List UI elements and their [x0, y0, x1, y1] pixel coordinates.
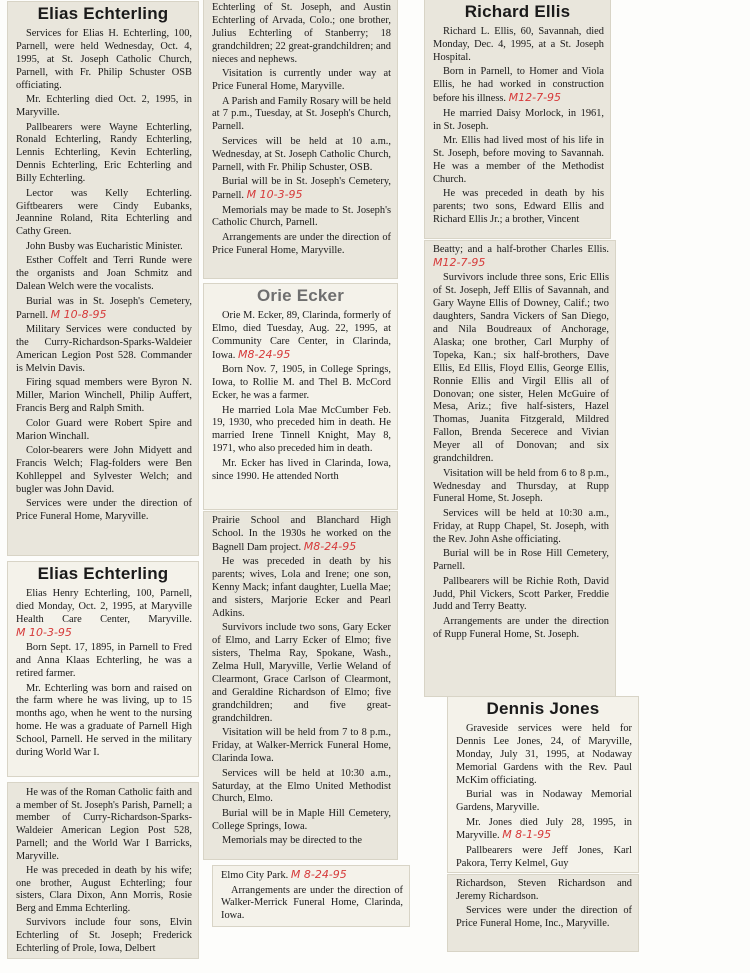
paragraph-text: Memorials may be made to St. Joseph's Catholic Church, Parnell. — [212, 204, 391, 229]
paragraph-text: Military Services were conducted by the Curry-Richardson-Sparks-Waldeier American Legion Post 528. Commander is Melvin Davis. — [16, 324, 192, 374]
obituary-paragraph — [16, 683, 192, 760]
paragraph-text: Color-bearers were John Midyett and Francis Welch; Flag-folders were Ben Kohlleppel and Sylvester Welch; and bugler was John David. — [16, 445, 192, 495]
obituary-paragraph — [212, 727, 391, 766]
clipping-body — [204, 308, 397, 484]
paragraph-text: Pallbearers were Jeff Jones, Karl Pakora, Terry Kelmel, Guy — [456, 844, 632, 869]
clipping-body — [448, 875, 638, 931]
paragraph-text: Born Nov. 7, 1905, in College Springs, Iowa, to Rollie M. and Thel B. McCord Ecker, he was a farmer. — [212, 364, 391, 402]
obituary-paragraph — [212, 622, 391, 725]
obituary-paragraph — [16, 588, 192, 641]
obituary-paragraph — [16, 255, 192, 294]
paragraph-text: Survivors include two sons, Gary Ecker of Elmo, and Larry Ecker of Elmo; five sisters, Thelma Ray, Spokane, Wash., Zelma Hull, Maryville, Verlie Weland of Clearmont, Grace Carlson of Clearmont, and Geraldine Richardson of Elmo; five grandchildren; and five great-grandchildren. — [212, 622, 391, 724]
clipping-title: Dennis Jones — [486, 699, 600, 718]
paragraph-text: Services for Elias H. Echterling, 100, Parnell, were held Wednesday, Oct. 4, 1995, at St. Joseph Catholic Church, Parnell, with Fr. Philip Schuster OSB officiating. — [16, 28, 192, 91]
clipping-body — [204, 0, 397, 258]
paragraph-text: Esther Coffelt and Terri Runde were the organists and Joan Schmitz and Dalean Welch were the vocalists. — [16, 255, 192, 293]
obituary-paragraph — [16, 787, 192, 863]
clipping-elias-echterling-continued-2 — [204, 0, 397, 278]
obituary-paragraph — [433, 26, 604, 65]
obituary-paragraph — [212, 136, 391, 175]
paragraph-text: Richardson, Steven Richardson and Jeremy Richardson. — [456, 878, 632, 902]
paragraph-text: He was of the Roman Catholic faith and a member of St. Joseph's Parish, Parnell; a member of Curry-Richardson-Sparks-Waldeier American Legion Post 528, Parnell; and the World War I Barricks, Maryville. — [16, 787, 192, 862]
obituary-paragraph — [16, 324, 192, 376]
paragraph-text: Mr. Ecker has lived in Clarinda, Iowa, since 1990. He attended North — [212, 457, 391, 482]
clipping-body — [448, 721, 638, 871]
obituary-paragraph — [16, 418, 192, 444]
obituary-paragraph — [16, 188, 192, 240]
clipping-dennis-jones-continued — [448, 875, 638, 951]
obituary-paragraph — [16, 241, 192, 254]
obituary-paragraph — [212, 310, 391, 363]
clipping-dennis-jones-obituary — [448, 697, 638, 872]
obituary-paragraph — [16, 917, 192, 955]
paragraph-text: Arrangements are under the direction of Price Funeral Home, Maryville. — [212, 231, 391, 256]
paragraph-text: He was preceded in death by his parents; wives, Lola and Irene; one son, Kenny Mack; infant daughter, Luella Mae; and sisters, Marjorie Ecker and Pearl Adkins. — [212, 556, 391, 619]
obituary-paragraph — [433, 244, 609, 271]
clipping-body — [213, 866, 409, 923]
clipping-elias-echterling-obituary — [8, 562, 198, 776]
obituary-paragraph — [456, 789, 632, 815]
obituary-paragraph — [212, 232, 391, 258]
obituary-paragraph — [212, 68, 391, 94]
clipping-body — [8, 783, 198, 956]
clipping-body — [8, 586, 198, 760]
obituary-paragraph — [16, 865, 192, 916]
clipping-body — [204, 512, 397, 848]
paragraph-text: Mr. Jones died July 28, 1995, in Maryville. — [456, 816, 632, 842]
clipping-body — [425, 241, 615, 642]
paragraph-text: Pallbearers were Wayne Echterling, Ronald Echterling, Randy Echterling, Lennis Echterling, Kevin Echterling, Dennis Echterling, Eric Echterling and Billy Echterling. — [16, 121, 192, 185]
paragraph-text: Arrangements are under the direction of Rupp Funeral Home, St. Joseph. — [433, 615, 609, 640]
obituary-paragraph — [212, 205, 391, 231]
clipping-title: Elias Echterling — [37, 4, 169, 23]
obituary-paragraph — [456, 878, 632, 904]
clipping-orie-ecker-obituary — [204, 284, 397, 509]
obituary-paragraph — [212, 96, 391, 135]
handwritten-date-note: M8-24-95 — [303, 539, 357, 553]
handwritten-date-note: M12-7-95 — [433, 255, 486, 269]
obituary-paragraph — [456, 845, 632, 871]
obituary-paragraph — [212, 515, 391, 555]
obituary-paragraph — [433, 548, 609, 574]
handwritten-date-note: M 8-24-95 — [290, 868, 347, 881]
obituary-paragraph — [433, 508, 609, 547]
paragraph-text: Burial was in St. Joseph's Cemetery, Parnell. — [16, 295, 192, 321]
obituary-paragraph — [212, 556, 391, 621]
paragraph-text: Services were under the direction of Price Funeral Home, Inc., Maryville. — [456, 905, 632, 930]
paragraph-text: Burial was in Nodaway Memorial Gardens, Maryville. — [456, 789, 632, 814]
obituary-paragraph — [16, 642, 192, 681]
obituary-paragraph — [456, 905, 632, 931]
obituary-paragraph — [433, 576, 609, 615]
paragraph-text: Burial will be in Rose Hill Cemetery, Parnell. — [433, 548, 609, 573]
clipping-richard-ellis-obituary — [425, 0, 610, 238]
obituary-paragraph — [16, 377, 192, 416]
obituary-paragraph — [433, 272, 609, 466]
clipping-body — [425, 24, 610, 227]
paragraph-text: Mr. Echterling was born and raised on the farm where he was living, up to 15 months ago, when he went to the nursing home. He was a graduate of Parnell High School, Parnell. He served in the military during World War I. — [16, 682, 192, 759]
handwritten-date-note: M8-24-95 — [237, 347, 291, 361]
obituary-paragraph — [212, 364, 391, 403]
paragraph-text: Survivors include four sons, Elvin Echterling of St. Joseph; Frederick Echterling of Prole, Iowa, Delbert — [16, 917, 192, 954]
obituary-paragraph — [221, 885, 403, 924]
paragraph-text: Elias Henry Echterling, 100, Parnell, died Monday, Oct. 2, 1995, at Maryville Health Care Center, Maryville. — [16, 588, 192, 625]
paragraph-text: Lector was Kelly Echterling. Giftbearers were Cindy Eubanks, Jeannine Roland, Rita Echterling and Cathy Green. — [16, 187, 192, 238]
clipping-title: Elias Echterling — [37, 564, 169, 583]
clipping-title: Orie Ecker — [256, 286, 345, 305]
paragraph-text: Services were under the direction of Price Funeral Home, Maryville. — [16, 498, 192, 523]
clipping-orie-ecker-continued — [204, 512, 397, 859]
paragraph-text: Richard L. Ellis, 60, Savannah, died Monday, Dec. 4, 1995, at a St. Joseph Hospital. — [433, 26, 604, 63]
paragraph-text: Arrangements are under the direction of Walker-Merrick Funeral Home, Clarinda, Iowa. — [221, 884, 403, 922]
paragraph-text: Prairie School and Blanchard High School. In the 1930s he worked on the Bagnell Dam project. — [212, 515, 391, 553]
handwritten-date-note: M 8-1-95 — [502, 828, 552, 842]
obituary-paragraph — [16, 28, 192, 93]
paragraph-text: Graveside services were held for Dennis Lee Jones, 24, of Maryville, Monday, July 31, 1995, at Nodaway Memorial Gardens with the Rev. Paul McKim officiating. — [456, 723, 632, 786]
clipping-richard-ellis-continued — [425, 241, 615, 696]
obituary-paragraph — [433, 468, 609, 507]
paragraph-text: Services will be held at 10:30 a.m., Friday, at Rupp Chapel, St. Joseph, with the Rev. John Ashe officiating. — [433, 507, 609, 545]
paragraph-text: Pallbearers will be Richie Roth, David Judd, Phil Vickers, Scott Parker, Freddie Judd and Terry Beatty. — [433, 575, 609, 613]
obituary-paragraph — [16, 445, 192, 497]
paragraph-text: Visitation will be held from 7 to 8 p.m., Friday, at Walker-Merrick Funeral Home, Clarinda Iowa. — [212, 727, 391, 765]
obituary-paragraph — [16, 296, 192, 323]
paragraph-text: Services will be held at 10:30 a.m., Saturday, at the Elmo United Methodist Church, Elmo. — [212, 767, 391, 805]
paragraph-text: Survivors include three sons, Eric Ellis of St. Joseph, Jeff Ellis of Savannah, and Gary Wayne Ellis of Downey, Calif.; two daughters, Sandra Vickers of San Diego, and Nila Boudreaux of Anchorage, Alaska; one brother, Carl Murphy of Topeka, Kan.; six half-brothers, Dave Ellis, Ed Ellis, Floyd Ellis, George Ellis, Ronnie Ellis and Virgil Ellis all of Donovan; one sister, Helen McGuire of Mesa, Ariz.; five half-sisters, Hazel Thomas, Juanita Fitzgerald, Mildred Fallon, Brenda Secerece and Vivian Meyer all of Donovan; and six grandchildren. — [433, 272, 609, 465]
paragraph-text: Memorials may be directed to the — [222, 835, 362, 847]
paragraph-text: Echterling of St. Joseph, and Austin Echterling of Arvada, Colo.; one brother, Julius Echterling of Stanberry; 18 grandchildren; 22 great-grandchildren; and nieces and nephews. — [212, 2, 391, 65]
paragraph-text: Mr. Ellis had lived most of his life in St. Joseph, before moving to Savannah. He was a member of the Methodist Church. — [433, 135, 604, 185]
obituary-paragraph — [433, 66, 604, 106]
paragraph-text: Beatty; and a half-brother Charles Ellis. — [433, 244, 609, 255]
paragraph-text: Services will be held at 10 a.m., Wednesday, at St. Joseph Catholic Church, Parnell, with Fr. Philip Schuster, OSB. — [212, 135, 391, 173]
obituary-paragraph — [433, 135, 604, 187]
handwritten-date-note: M 10-8-95 — [50, 307, 107, 321]
obituary-paragraph — [212, 2, 391, 67]
obituary-paragraph — [16, 122, 192, 187]
paragraph-text: Burial will be in St. Joseph's Cemetery, Parnell. — [212, 176, 391, 202]
handwritten-date-note: M 10-3-95 — [16, 625, 72, 639]
obituary-paragraph — [212, 768, 391, 807]
obituary-paragraph — [212, 835, 391, 848]
paragraph-text: Elmo City Park. — [221, 870, 289, 881]
paragraph-text: Orie M. Ecker, 89, Clarinda, formerly of Elmo, died Tuesday, Aug. 22, 1995, at Community Care Center, in Clarinda, Iowa. — [212, 310, 391, 361]
obituary-paragraph — [212, 808, 391, 834]
clipping-orie-ecker-continued-2 — [213, 866, 409, 926]
clipping-title: Richard Ellis — [464, 2, 571, 21]
obituary-paragraph — [212, 176, 391, 203]
clipping-elias-echterling-services — [8, 2, 198, 555]
obituary-paragraph — [16, 498, 192, 524]
paragraph-text: John Busby was Eucharistic Minister. — [26, 240, 183, 252]
paragraph-text: Firing squad members were Byron N. Miller, Marion Winchell, Philip Auffert, Francis Berg and Ralph Smith. — [16, 377, 192, 415]
paragraph-text: Born Sept. 17, 1895, in Parnell to Fred and Anna Klaas Echterling, he was a retired farmer. — [16, 642, 192, 680]
obituary-paragraph — [212, 405, 391, 457]
clipping-elias-echterling-continued — [8, 783, 198, 958]
paragraph-text: Visitation is currently under way at Price Funeral Home, Maryville. — [212, 68, 391, 93]
paragraph-text: A Parish and Family Rosary will be held at 7 p.m., Tuesday, at St. Joseph's Church, Parnell. — [212, 95, 391, 133]
paragraph-text: He married Daisy Morlock, in 1961, in St. Joseph. — [433, 107, 604, 132]
clipping-body — [8, 26, 198, 524]
obituary-paragraph — [433, 108, 604, 134]
obituary-paragraph — [221, 869, 403, 883]
paragraph-text: Visitation will be held from 6 to 8 p.m., Wednesday and Thursday, at Rupp Funeral Home, St. Joseph. — [433, 467, 609, 505]
handwritten-date-note: M 10-3-95 — [246, 188, 303, 202]
obituary-paragraph — [212, 458, 391, 484]
obituary-paragraph — [16, 94, 192, 120]
paragraph-text: He was preceded in death by his parents; two sons, Edward Ellis and Richard Ellis Jr.; a brother, Vincent — [433, 188, 604, 226]
paragraph-text: He married Lola Mae McCumber Feb. 19, 1930, who preceded him in death. He married Irene Tinnell Knight, May 8, 1971, who also preceded him in death. — [212, 404, 391, 455]
paragraph-text: Born in Parnell, to Homer and Viola Ellis, he had worked in construction before his illness. — [433, 66, 604, 105]
paragraph-text: Color Guard were Robert Spire and Marion Winchall. — [16, 417, 192, 442]
obituary-paragraph — [433, 188, 604, 227]
obituary-paragraph — [456, 723, 632, 788]
obituary-paragraph — [433, 616, 609, 642]
handwritten-date-note: M12-7-95 — [508, 91, 562, 105]
paragraph-text: Mr. Echterling died Oct. 2, 1995, in Maryville. — [16, 94, 192, 119]
paragraph-text: Burial will be in Maple Hill Cemetery, College Springs, Iowa. — [212, 807, 391, 832]
obituary-paragraph — [456, 817, 632, 844]
paragraph-text: He was preceded in death by his wife; one brother, August Echterling; four sisters, Clara Dixon, Ann Morris, Rosie Berg and Emma Echterling. — [16, 864, 192, 915]
